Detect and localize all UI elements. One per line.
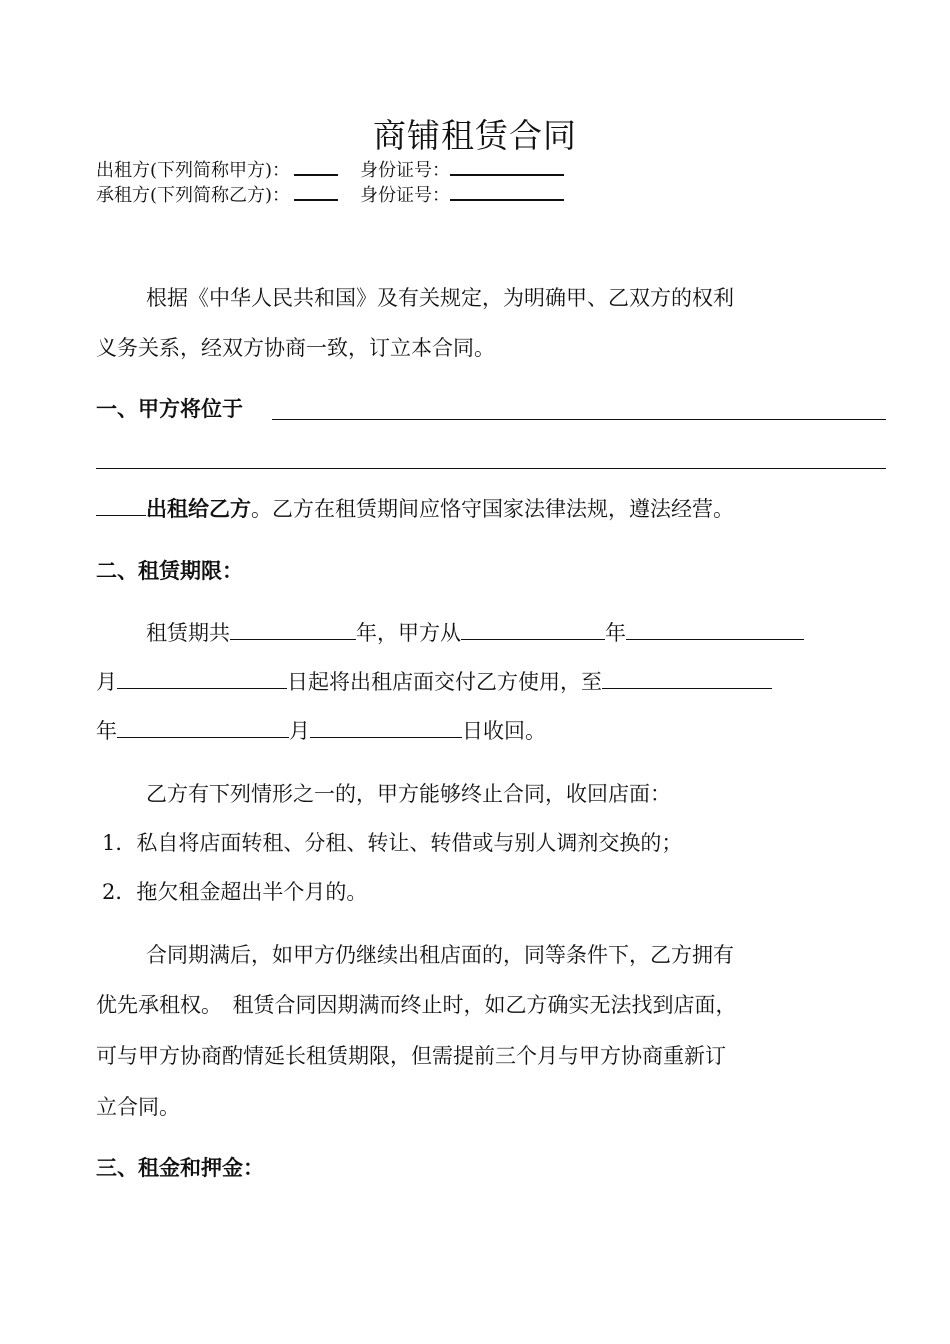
- section-1-heading-text: 一、甲方将位于: [96, 396, 243, 421]
- term-year-text: 年，甲方从: [356, 621, 461, 645]
- term-years-blank: [230, 617, 356, 640]
- start-year-blank: [461, 617, 605, 640]
- start-day-blank: [117, 666, 287, 689]
- term-part-1: 租赁期共: [146, 621, 230, 645]
- renewal-line-4: 立合同。: [96, 1095, 180, 1119]
- termination-item-2: 2．拖欠租金超出半个月的。: [102, 880, 368, 904]
- renewal-line-2: 优先承租权。 租赁合同因期满而终止时，如乙方确实无法找到店面，: [96, 993, 737, 1017]
- term-line-3: [96, 715, 546, 746]
- lessor-name-blank: [294, 158, 338, 176]
- termination-item-1: 1．私自将店面转租、分租、转让、转借或与别人调剂交换的；: [102, 831, 683, 855]
- term-year3-text: 年: [96, 719, 117, 743]
- term-line-2: [96, 666, 772, 697]
- term-month2-text: 月: [289, 719, 310, 743]
- end-month-blank: [117, 715, 289, 738]
- termination-intro: 乙方有下列情形之一的，甲方能够终止合同，收回店面：: [146, 782, 671, 806]
- lessee-label: 承租方(下列简称乙方)：: [96, 185, 291, 206]
- section-1-line-3: [96, 493, 734, 524]
- lessor-id-blank: [450, 158, 564, 176]
- section-1-heading: [96, 394, 243, 424]
- term-year2-text: 年: [605, 621, 626, 645]
- section-1-bold-tail: 出租给乙方: [146, 496, 251, 521]
- term-return-text: 日收回。: [462, 719, 546, 743]
- start-month-blank: [626, 617, 804, 640]
- lessor-label: 出租方(下列简称甲方)：: [96, 160, 291, 181]
- section-1-rest: 。乙方在租赁期间应恪守国家法律法规，遵法经营。: [251, 497, 734, 521]
- term-deliver-text: 日起将出租店面交付乙方使用，至: [287, 670, 602, 694]
- term-line-1: [146, 617, 804, 648]
- lessee-id-label: 身份证号：: [360, 185, 451, 206]
- location-blank-2: [96, 468, 886, 469]
- location-blank-1: [272, 419, 886, 420]
- lessee-row: [96, 183, 564, 208]
- location-blank-3: [96, 493, 146, 516]
- renewal-line-3: 可与甲方协商酌情延长租赁期限，但需提前三个月与甲方协商重新订: [96, 1044, 726, 1068]
- preamble-line-1: 根据《中华人民共和国》及有关规定，为明确甲、乙双方的权利: [146, 286, 734, 310]
- term-month-text: 月: [96, 670, 117, 694]
- lessor-row: [96, 158, 564, 183]
- renewal-line-1: 合同期满后，如甲方仍继续出租店面的，同等条件下，乙方拥有: [146, 943, 734, 967]
- lessee-name-blank: [294, 183, 338, 201]
- section-3-heading: 三、租金和押金：: [96, 1155, 264, 1180]
- lessor-id-label: 身份证号：: [360, 160, 451, 181]
- end-day-blank: [310, 715, 462, 738]
- section-2-heading: 二、租赁期限：: [96, 558, 243, 583]
- end-year-blank: [602, 666, 772, 689]
- lessee-id-blank: [450, 183, 564, 201]
- page-title: 商铺租赁合同: [373, 116, 577, 155]
- preamble-line-2: 义务关系，经双方协商一致，订立本合同。: [96, 336, 495, 360]
